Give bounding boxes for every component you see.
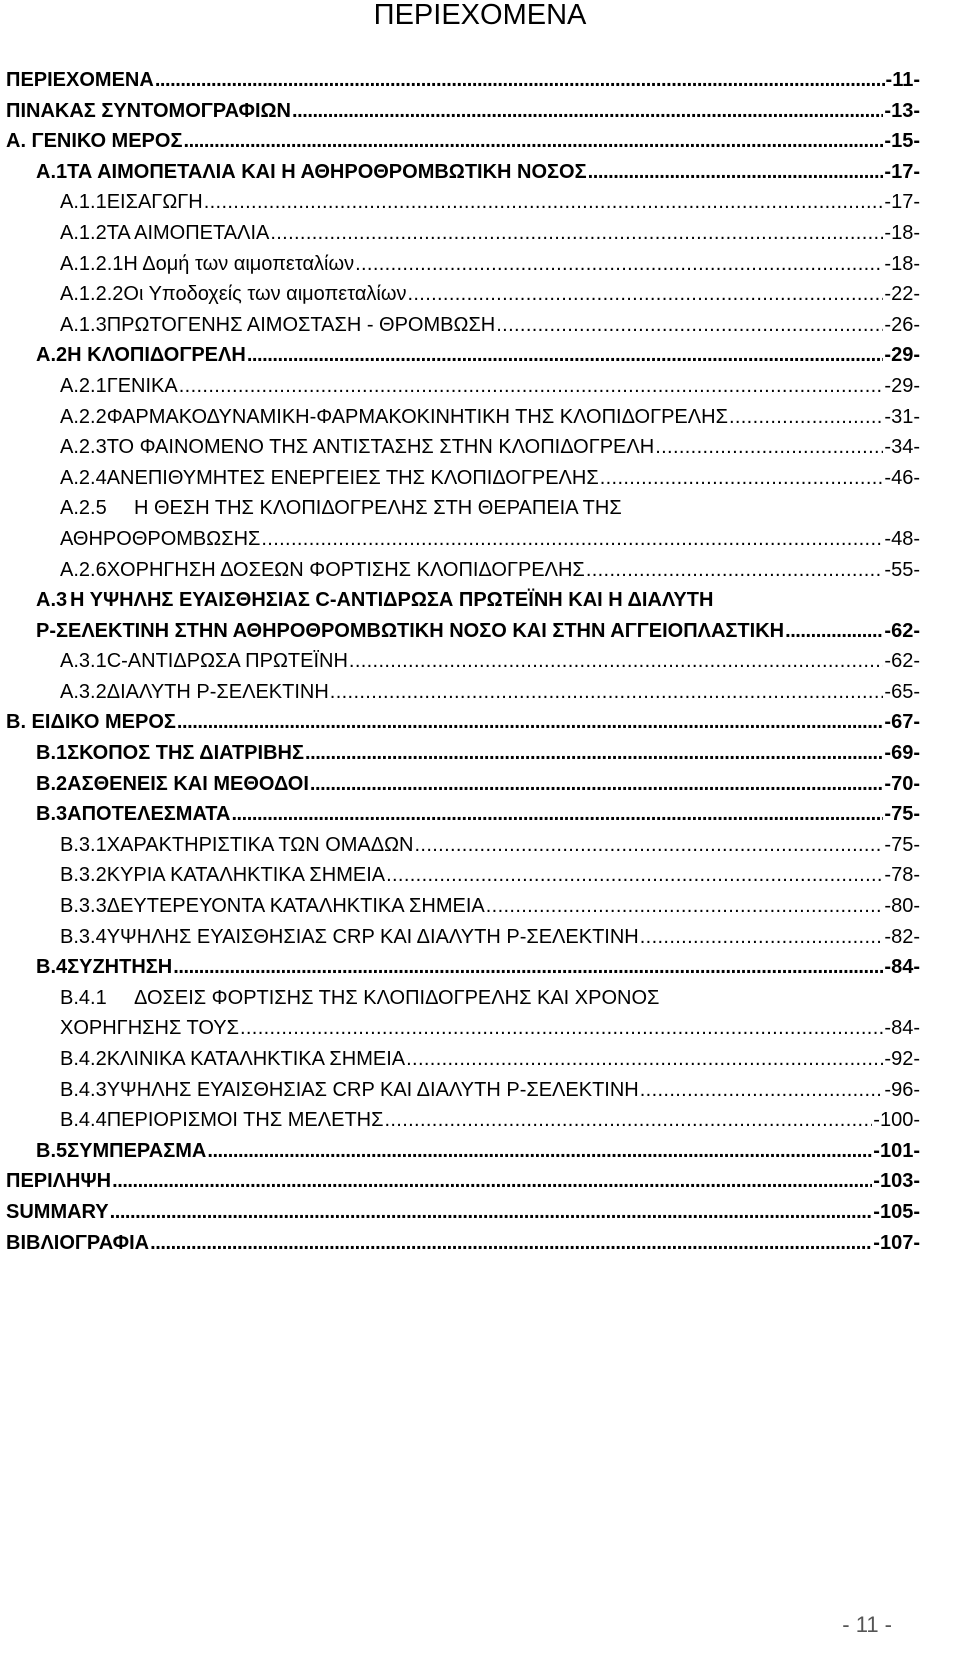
dot-leader (179, 372, 884, 400)
toc-entry-code: Β.3.3 (60, 895, 107, 918)
toc-entry-code: Β.2 (36, 772, 68, 795)
toc-entry[interactable] (0, 1137, 920, 1168)
toc-entry-page: -84- (884, 1017, 920, 1040)
dot-leader (330, 678, 884, 706)
dot-leader (496, 311, 883, 339)
toc-entry[interactable] (0, 1076, 920, 1107)
toc-entry-page: -34- (884, 436, 920, 459)
dot-leader (600, 464, 884, 492)
toc-entry-text: Α. ΓΕΝΙΚΟ ΜΕΡΟΣ (6, 130, 183, 153)
toc-entry-code: Α.1 (36, 160, 68, 183)
page-title: ΠΕΡΙΕΧΟΜΕΝΑ (373, 0, 587, 31)
toc-entry[interactable] (0, 341, 920, 372)
toc-entry-text: Η ΚΛΟΠΙΔΟΓΡΕΛΗ (67, 344, 246, 367)
toc-entry-code: Α.2.6 (60, 558, 107, 581)
toc-entry-code: Α.2 (36, 344, 68, 367)
toc-entry[interactable] (0, 280, 920, 311)
toc-entry[interactable] (0, 800, 920, 831)
dot-leader (207, 1137, 872, 1165)
toc-entry-text: ΠΙΝΑΚΑΣ ΣΥΝΤΟΜΟΓΡΑΦΙΩΝ (6, 99, 291, 122)
toc-entry-text: ΧΑΡΑΚΤΗΡΙΣΤΙΚΑ ΤΩΝ ΟΜΑΔΩΝ (106, 833, 414, 856)
toc-entry[interactable] (0, 311, 920, 342)
dot-leader (349, 647, 884, 675)
toc-entry-code: Β.5 (36, 1139, 68, 1162)
toc-entry-text: ΤΑ ΑΙΜΟΠΕΤΑΛΙΑ ΚΑΙ Η ΑΘΗΡΟΘΡΟΜΒΩΤΙΚΗ ΝΟΣΟΣ (67, 160, 587, 183)
dot-leader (729, 403, 883, 431)
toc-entry-text: ΔΕΥΤΕΡΕΥΟΝΤΑ ΚΑΤΑΛΗΚΤΙΚΑ ΣΗΜΕΙΑ (106, 895, 485, 918)
toc-entry-text: ΑΝΕΠΙΘΥΜΗΤΕΣ ΕΝΕΡΓΕΙΕΣ ΤΗΣ ΚΛΟΠΙΔΟΓΡΕΛΗΣ (106, 466, 599, 489)
toc-entry[interactable] (0, 464, 920, 495)
toc-entry-page: -75- (884, 803, 920, 826)
toc-entry[interactable] (0, 984, 920, 1015)
toc-entry-text: ΠΕΡΙΕΧΟΜΕΝΑ (6, 69, 154, 91)
toc-entry[interactable] (0, 1167, 920, 1198)
toc-entry-text: Β. ΕΙΔΙΚΟ ΜΕΡΟΣ (6, 711, 176, 734)
toc-entry-page: -26- (884, 313, 920, 336)
toc-entry-page: -107- (873, 1231, 920, 1254)
toc-entry-text: ΣΥΖΗΤΗΣΗ (67, 956, 173, 979)
toc-entry[interactable] (0, 372, 920, 403)
dot-leader (655, 433, 883, 461)
dot-leader (588, 158, 884, 186)
dot-leader (415, 831, 884, 859)
toc-entry[interactable] (0, 861, 920, 892)
toc-entry-page: -96- (884, 1078, 920, 1101)
toc-entry-page: -67- (884, 711, 920, 734)
toc-entry-text: ΔΟΣΕΙΣ ΦΟΡΤΙΣΗΣ ΤΗΣ ΚΛΟΠΙΔΟΓΡΕΛΗΣ ΚΑΙ ΧΡΟΝΟΣ (134, 986, 660, 1009)
toc-entry-code: Α.2.3 (60, 436, 107, 459)
toc-entry-code: Α.1.2.1 (60, 252, 124, 275)
toc-entry-text: ΔΙΑΛΥΤΗ Ρ-ΣΕΛΕΚΤΙΝΗ (106, 680, 329, 703)
toc-entry-text: ΧΟΡΗΓΗΣΗΣ ΤΟΥΣ (60, 1017, 239, 1040)
toc-entry-text: ΑΣΘΕΝΕΙΣ ΚΑΙ ΜΕΘΟΔΟΙ (67, 772, 309, 795)
dot-leader (386, 861, 883, 889)
toc-entry[interactable] (0, 158, 920, 189)
toc-entry[interactable] (0, 739, 920, 770)
toc-entry-text: ΒΙΒΛΙΟΓΡΑΦΙΑ (6, 1231, 150, 1254)
toc-entry-code: Β.4.4 (60, 1109, 107, 1132)
dot-leader (384, 1106, 872, 1134)
toc-entry-page: -31- (884, 405, 920, 428)
toc-entry-code: Β.3.2 (60, 864, 107, 887)
toc-entry[interactable] (0, 708, 920, 739)
dot-leader (112, 1167, 872, 1195)
toc-entry-page: -84- (884, 956, 920, 979)
toc-entry-text: ΑΘΗΡΟΘΡΟΜΒΩΣΗΣ (60, 527, 261, 550)
dot-leader (173, 953, 883, 981)
toc-entry[interactable] (0, 494, 920, 525)
dot-leader (486, 892, 884, 920)
toc-entry-page: -75- (884, 833, 920, 856)
dot-leader (240, 1014, 883, 1042)
dot-leader (261, 525, 883, 553)
table-of-contents (0, 66, 920, 1259)
dot-leader (150, 1229, 872, 1257)
toc-entry-page: -69- (884, 742, 920, 765)
dot-leader (640, 1076, 884, 1104)
toc-entry[interactable] (0, 219, 920, 250)
toc-entry[interactable] (0, 647, 920, 678)
dot-leader (640, 923, 884, 951)
toc-entry-code: Α.2.2 (60, 405, 107, 428)
toc-entry-continuation[interactable] (0, 525, 920, 556)
toc-entry[interactable] (0, 831, 920, 862)
toc-entry-code: Α.1.2 (60, 221, 107, 244)
dot-leader (355, 250, 883, 278)
toc-entry-page: -70- (884, 772, 920, 795)
toc-entry[interactable] (0, 1045, 920, 1076)
toc-entry-page: -17- (884, 191, 920, 214)
toc-entry-page: -78- (884, 864, 920, 887)
dot-leader (183, 127, 883, 155)
toc-entry-page: -17- (884, 160, 920, 183)
dot-leader (231, 800, 883, 828)
toc-entry-text: ΣΥΜΠΕΡΑΣΜΑ (67, 1139, 207, 1162)
toc-entry-page: -82- (884, 925, 920, 948)
dot-leader (310, 770, 884, 798)
toc-entry[interactable] (0, 97, 920, 128)
toc-entry-text: Η Δομή των αιμοπεταλίων (123, 252, 355, 275)
toc-entry-page: -18- (884, 252, 920, 275)
toc-entry-text: ΦΑΡΜΑΚΟΔΥΝΑΜΙΚΗ-ΦΑΡΜΑΚΟΚΙΝΗΤΙΚΗ ΤΗΣ ΚΛΟΠΙΔΟΓΡΕΛΗΣ (106, 405, 728, 428)
toc-entry[interactable] (0, 433, 920, 464)
toc-entry-code: Α.2.1 (60, 374, 107, 397)
dot-leader (110, 1198, 873, 1226)
toc-entry-code: Β.3.1 (60, 833, 107, 856)
toc-entry-code: Β.4.3 (60, 1078, 107, 1101)
toc-entry-code: Β.3.4 (60, 925, 107, 948)
toc-entry-code: Β.3 (36, 803, 68, 826)
dot-leader (407, 280, 883, 308)
toc-entry-page: -62- (884, 619, 920, 642)
toc-entry-code: Α.1.1 (60, 191, 107, 214)
toc-entry[interactable] (0, 1229, 920, 1260)
toc-entry[interactable] (0, 556, 920, 587)
toc-entry-code: Α.3.1 (60, 650, 107, 673)
toc-entry-page: -55- (884, 558, 920, 581)
toc-entry-text: ΠΕΡΙΟΡΙΣΜΟΙ ΤΗΣ ΜΕΛΕΤΗΣ (106, 1109, 384, 1132)
toc-entry-page: -65- (884, 680, 920, 703)
page-number-footer: - 11 - (842, 1612, 892, 1637)
toc-entry[interactable] (0, 892, 920, 923)
toc-entry[interactable] (0, 953, 920, 984)
toc-entry-page: -11- (885, 69, 920, 91)
toc-entry[interactable] (0, 188, 920, 219)
dot-leader (247, 341, 884, 369)
dot-leader (586, 556, 884, 584)
toc-entry-page: -92- (884, 1048, 920, 1070)
toc-entry[interactable] (0, 66, 920, 97)
toc-entry-text: Ρ-ΣΕΛΕΚΤΙΝΗ ΣΤΗΝ ΑΘΗΡΟΘΡΟΜΒΩΤΙΚΗ ΝΟΣΟ ΚΑΙ ΣΤΗΝ ΑΓΓΕΙΟΠΛΑΣΤΙΚΗ (36, 619, 785, 642)
toc-entry-page: -15- (884, 130, 920, 153)
toc-entry-page: -18- (884, 221, 920, 244)
toc-entry-code: Α.2.4 (60, 466, 107, 489)
toc-entry[interactable] (0, 127, 920, 158)
toc-entry-continuation[interactable] (0, 1014, 920, 1045)
dot-leader (406, 1045, 883, 1073)
toc-entry-page: -13- (884, 99, 920, 122)
toc-entry-code: Β.4.2 (60, 1048, 107, 1070)
toc-entry-code: Α.1.2.2 (60, 283, 124, 306)
toc-entry-text: ΠΕΡΙΛΗΨΗ (6, 1170, 112, 1193)
toc-entry-continuation[interactable] (0, 617, 920, 648)
toc-entry-page: -103- (873, 1170, 920, 1193)
toc-entry-code: Α.2.5 (60, 497, 107, 520)
toc-entry-text: ΠΡΩΤΟΓΕΝΗΣ ΑΙΜΟΣΤΑΣΗ - ΘΡΟΜΒΩΣΗ (106, 313, 496, 336)
dot-leader (305, 739, 883, 767)
toc-entry-page: -100- (873, 1109, 920, 1132)
dot-leader (204, 188, 884, 216)
toc-entry-text: SUMMARY (6, 1200, 109, 1223)
toc-entry[interactable] (0, 1198, 920, 1229)
toc-entry-text: C-ΑΝΤΙΔΡΩΣΑ ΠΡΩΤΕΪΝΗ (106, 650, 348, 673)
toc-entry-text: ΧΟΡΗΓΗΣΗ ΔΟΣΕΩΝ ΦΟΡΤΙΣΗΣ ΚΛΟΠΙΔΟΓΡΕΛΗΣ (106, 558, 585, 581)
toc-entry-text: ΑΠΟΤΕΛΕΣΜΑΤΑ (67, 803, 231, 826)
toc-entry-text: ΚΛΙΝΙΚΑ ΚΑΤΑΛΗΚΤΙΚΑ ΣΗΜΕΙΑ (106, 1048, 406, 1070)
toc-entry-page: -62- (884, 650, 920, 673)
dot-leader (785, 617, 883, 645)
toc-entry-text: ΤΟ ΦΑΙΝΟΜΕΝΟ ΤΗΣ ΑΝΤΙΣΤΑΣΗΣ ΣΤΗΝ ΚΛΟΠΙΔΟΓΡΕΛΗ (106, 436, 655, 459)
toc-entry-code: Β.4 (36, 956, 68, 979)
toc-entry-text: ΚΥΡΙΑ ΚΑΤΑΛΗΚΤΙΚΑ ΣΗΜΕΙΑ (106, 864, 386, 887)
toc-entry-page: -48- (884, 527, 920, 550)
toc-entry-page: -105- (873, 1200, 920, 1223)
dot-leader (292, 97, 883, 125)
toc-entry[interactable] (0, 403, 920, 434)
toc-entry-page: -29- (884, 344, 920, 367)
toc-entry-code: Β.1 (36, 742, 68, 765)
toc-entry-text: ΥΨΗΛΗΣ ΕΥΑΙΣΘΗΣΙΑΣ CRP ΚΑΙ ΔΙΑΛΥΤΗ Ρ-ΣΕΛΕΚΤΙΝΗ (106, 925, 639, 948)
toc-entry-text: ΣΚΟΠΟΣ ΤΗΣ ΔΙΑΤΡΙΒΗΣ (67, 742, 304, 765)
toc-entry-page: -29- (884, 374, 920, 397)
toc-entry-text: ΕΙΣΑΓΩΓΗ (106, 191, 203, 214)
toc-entry-code: Α.1.3 (60, 313, 107, 336)
dot-leader (177, 708, 884, 736)
toc-entry[interactable] (0, 770, 920, 801)
toc-entry[interactable] (0, 250, 920, 281)
toc-entry[interactable] (0, 586, 920, 617)
toc-entry-page: -80- (884, 895, 920, 918)
toc-entry[interactable] (0, 923, 920, 954)
toc-entry-page: -46- (884, 466, 920, 489)
dot-leader (270, 219, 883, 247)
toc-entry-text: ΤΑ ΑΙΜΟΠΕΤΑΛΙΑ (106, 221, 270, 244)
toc-entry-text: Η ΥΨΗΛΗΣ ΕΥΑΙΣΘΗΣΙΑΣ C-ΑΝΤΙΔΡΩΣΑ ΠΡΩΤΕΪΝΗ ΚΑΙ Η ΔΙΑΛΥΤΗ (70, 589, 714, 612)
dot-leader (155, 66, 885, 94)
toc-entry-code: Α.3.2 (60, 680, 107, 703)
toc-entry[interactable] (0, 678, 920, 709)
toc-entry-page: -101- (873, 1139, 920, 1162)
toc-entry-text: ΥΨΗΛΗΣ ΕΥΑΙΣΘΗΣΙΑΣ CRP ΚΑΙ ΔΙΑΛΥΤΗ Ρ-ΣΕΛΕΚΤΙΝΗ (106, 1078, 639, 1101)
toc-entry[interactable] (0, 1106, 920, 1137)
toc-entry-text: Οι Υποδοχείς των αιμοπεταλίων (123, 283, 407, 306)
toc-entry-code: Α.3 (36, 589, 68, 612)
toc-entry-text: ΓΕΝΙΚΑ (106, 374, 178, 397)
toc-entry-text: Η ΘΕΣΗ ΤΗΣ ΚΛΟΠΙΔΟΓΡΕΛΗΣ ΣΤΗ ΘΕΡΑΠΕΙΑ ΤΗΣ (134, 497, 622, 520)
toc-entry-page: -22- (884, 283, 920, 306)
toc-entry-code: Β.4.1 (60, 986, 107, 1009)
